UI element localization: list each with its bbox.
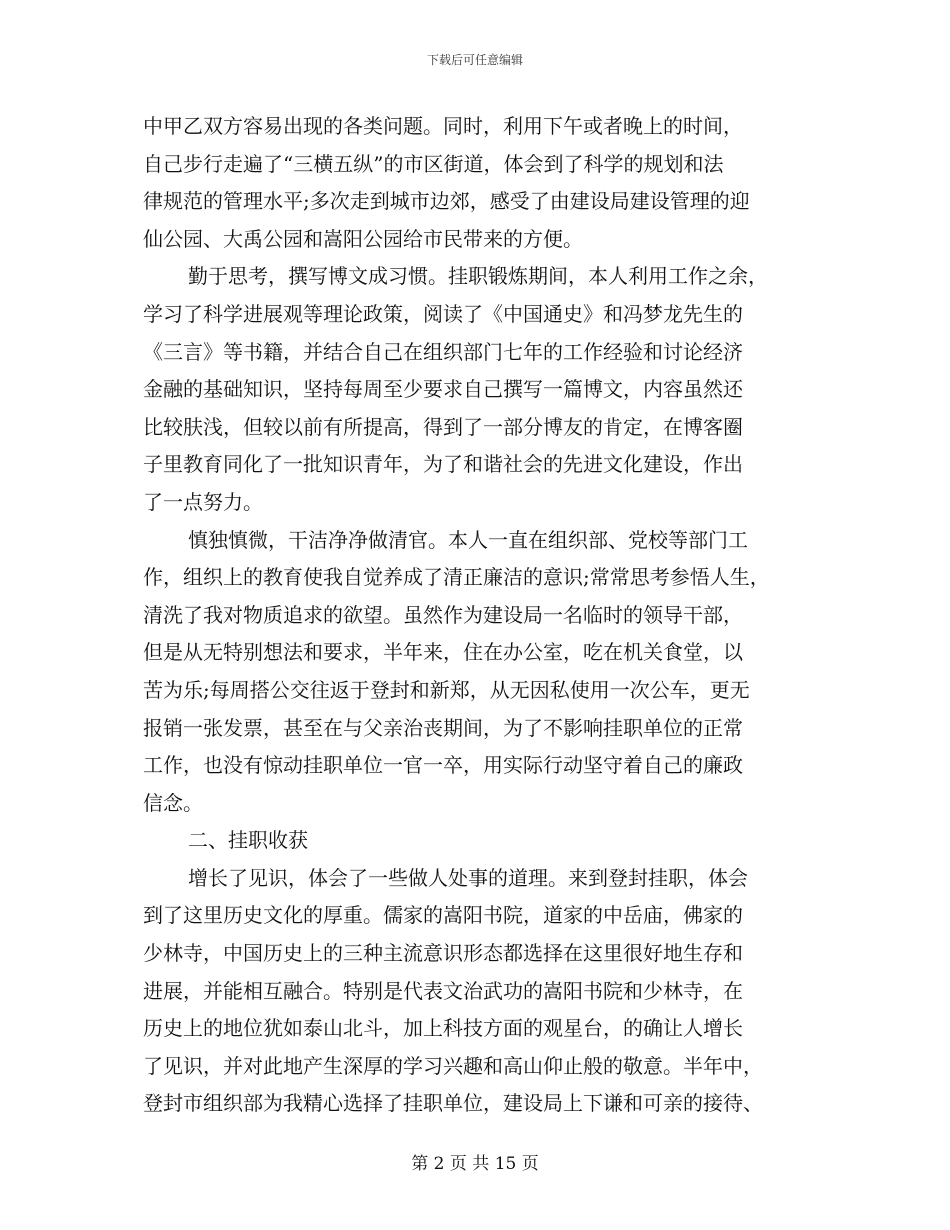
text-line: 进展，并能相互融合。特别是代表文治武功的嵩阳书院和少林寺，在 xyxy=(143,978,743,1003)
text-line: 中甲乙双方容易出现的各类问题。同时，利用下午或者晚上的时间， xyxy=(143,114,743,138)
text-line: 《三言》等书籍，并结合自己在组织部门七年的工作经验和讨论经济 xyxy=(143,339,743,364)
text-line: 比较肤浅，但较以前有所提高，得到了一部分博友的肯定，在博客圈 xyxy=(143,414,743,439)
page-number-footer: 第 2 页 共 15 页 xyxy=(411,1154,539,1174)
text-line: 苦为乐;每周搭公交往返于登封和新郑，从无因私使用一次公车，更无 xyxy=(143,677,750,702)
text-line: 历史上的地位犹如泰山北斗，加上科技方面的观星台，的确让人增长 xyxy=(143,1016,743,1041)
text-line: 到了这里历史文化的厚重。儒家的嵩阳书院，道家的中岳庙，佛家的 xyxy=(143,903,743,928)
text-line: 勤于思考，撰写博文成习惯。挂职锻炼期间，本人利用工作之余， xyxy=(188,264,768,289)
text-line: 信念。 xyxy=(143,790,203,815)
page-header: 下载后可任意编辑 xyxy=(426,53,523,67)
text-line: 自己步行走遍了“三横五纵”的市区街道，体会到了科学的规划和法 xyxy=(143,151,724,176)
text-line: 增长了见识，体会了一些做人处事的道理。来到登封挂职，体会 xyxy=(188,865,748,890)
document-body xyxy=(143,108,808,1123)
text-line: 清洗了我对物质追求的欲望。虽然作为建设局一名临时的领导干部， xyxy=(143,602,743,627)
text-line: 了见识，并对此地产生深厚的学习兴趣和高山仰止般的敬意。半年中， xyxy=(143,1053,763,1078)
text-line: 作，组织上的教育使我自觉养成了清正廉洁的意识;常常思考参悟人生， xyxy=(143,565,770,590)
text-line: 但是从无特别想法和要求，半年来，住在办公室，吃在机关食堂，以 xyxy=(143,640,743,665)
text-line: 金融的基础知识，坚持每周至少要求自己撰写一篇博文，内容虽然还 xyxy=(143,377,743,402)
text-line: 仙公园、大禹公园和嵩阳公园给市民带来的方便。 xyxy=(143,226,583,251)
text-line: 登封市组织部为我精心选择了挂职单位，建设局上下谦和可亲的接待、 xyxy=(143,1091,763,1116)
text-line: 二、挂职收获 xyxy=(188,828,308,853)
text-line: 律规范的管理水平;多次走到城市边郊，感受了由建设局建设管理的迎 xyxy=(143,189,750,214)
text-line: 慎独慎微，干洁净净做清官。本人一直在组织部、党校等部门工 xyxy=(188,527,748,552)
text-line: 工作，也没有惊动挂职单位一官一卒，用实际行动坚守着自己的廉政 xyxy=(143,753,743,778)
text-line: 报销一张发票，甚至在与父亲治丧期间，为了不影响挂职单位的正常 xyxy=(143,715,743,740)
text-line: 子里教育同化了一批知识青年，为了和谐社会的先进文化建设，作出 xyxy=(143,452,743,477)
text-line: 学习了科学进展观等理论政策，阅读了《中国通史》和冯梦龙先生的 xyxy=(143,301,743,326)
text-line: 了一点努力。 xyxy=(143,489,263,514)
text-line: 少林寺，中国历史上的三种主流意识形态都选择在这里很好地生存和 xyxy=(143,941,743,966)
